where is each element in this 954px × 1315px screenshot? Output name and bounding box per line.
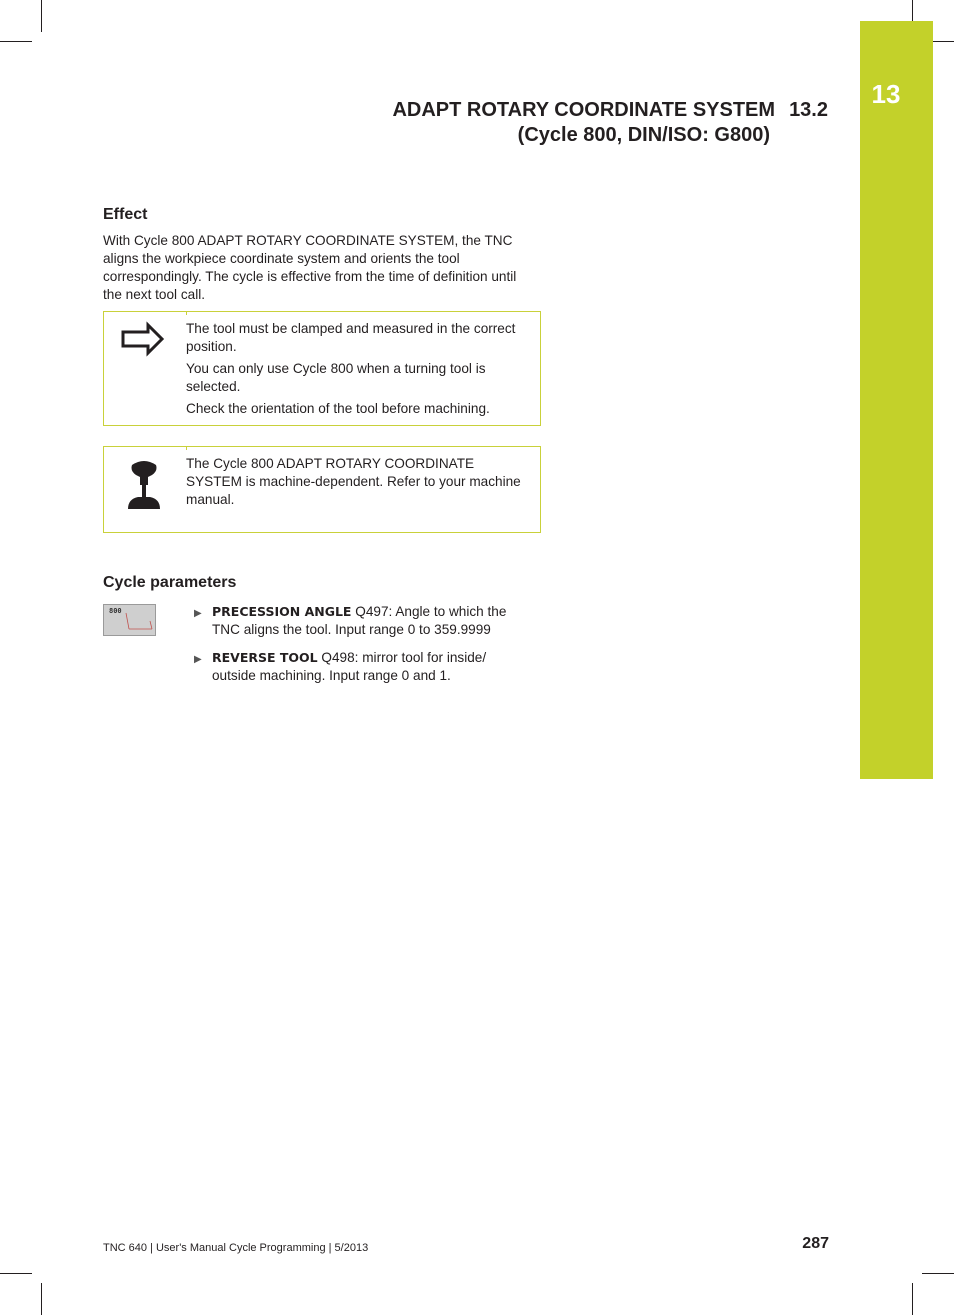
note-general-line: Check the orientation of the tool before machining. [186,401,490,416]
note-machine-body [186,455,531,513]
header-title-line1: ADAPT ROTARY COORDINATE SYSTEM [392,99,776,121]
note-box-general [103,311,541,426]
crop-mark [912,1283,913,1315]
cycle-800-softkey [103,604,156,636]
effect-text: With Cycle 800 ADAPT ROTARY COORDINATE SYSTEM, the TNC aligns the workpiece coordinate system and orients the tool correspondingly. The cycle is effective from the time of definition until the next tool call. [103,233,517,302]
chapter-number: 13 [871,79,901,109]
chapter-tab [860,21,933,779]
note-machine-text: The Cycle 800 ADAPT ROTARY COORDINATE SYSTEM is machine-dependent. Refer to your machine manual. [186,456,521,507]
crop-mark [0,1273,32,1274]
note-box-machine [103,446,541,533]
header-title-line2: (Cycle 800, DIN/ISO: G800) [517,124,770,146]
param-name: PRECESSION ANGLE [212,604,352,619]
cycle-parameters-heading: Cycle parameters [103,574,237,591]
effect-heading: Effect [103,206,148,223]
crop-mark [0,41,32,42]
note-general-line: You can only use Cycle 800 when a turning tool is selected. [186,361,486,394]
header-section-number: 13.2 [789,99,828,121]
softkey-label: 800 [109,607,122,615]
param-item [194,649,524,685]
page-header [392,98,828,148]
param-name: REVERSE TOOL [212,650,318,665]
page-footer: TNC 640 | User's Manual Cycle Programming | 5/2013 [103,1242,369,1254]
note-general-line: The tool must be clamped and measured in the correct position. [186,321,516,354]
page-number: 287 [802,1235,829,1252]
param-item [194,603,524,639]
softkey-graphic-icon [104,605,157,637]
note-divider [186,446,187,450]
arrow-right-icon [118,320,166,365]
crop-mark [922,1273,954,1274]
crop-mark [41,1283,42,1315]
machine-dependent-icon [124,459,164,518]
note-divider [186,311,187,315]
param-desc: Q498: mirror tool for inside/ outside machining. Input range 0 and 1. [212,650,487,683]
param-desc: Q497: Angle to which the TNC aligns the tool. Input range 0 to 359.9999 [212,604,507,637]
triangle-bullet-icon: ▶ [194,608,202,619]
note-general-body [186,320,531,422]
crop-mark [41,0,42,32]
triangle-bullet-icon: ▶ [194,654,202,665]
